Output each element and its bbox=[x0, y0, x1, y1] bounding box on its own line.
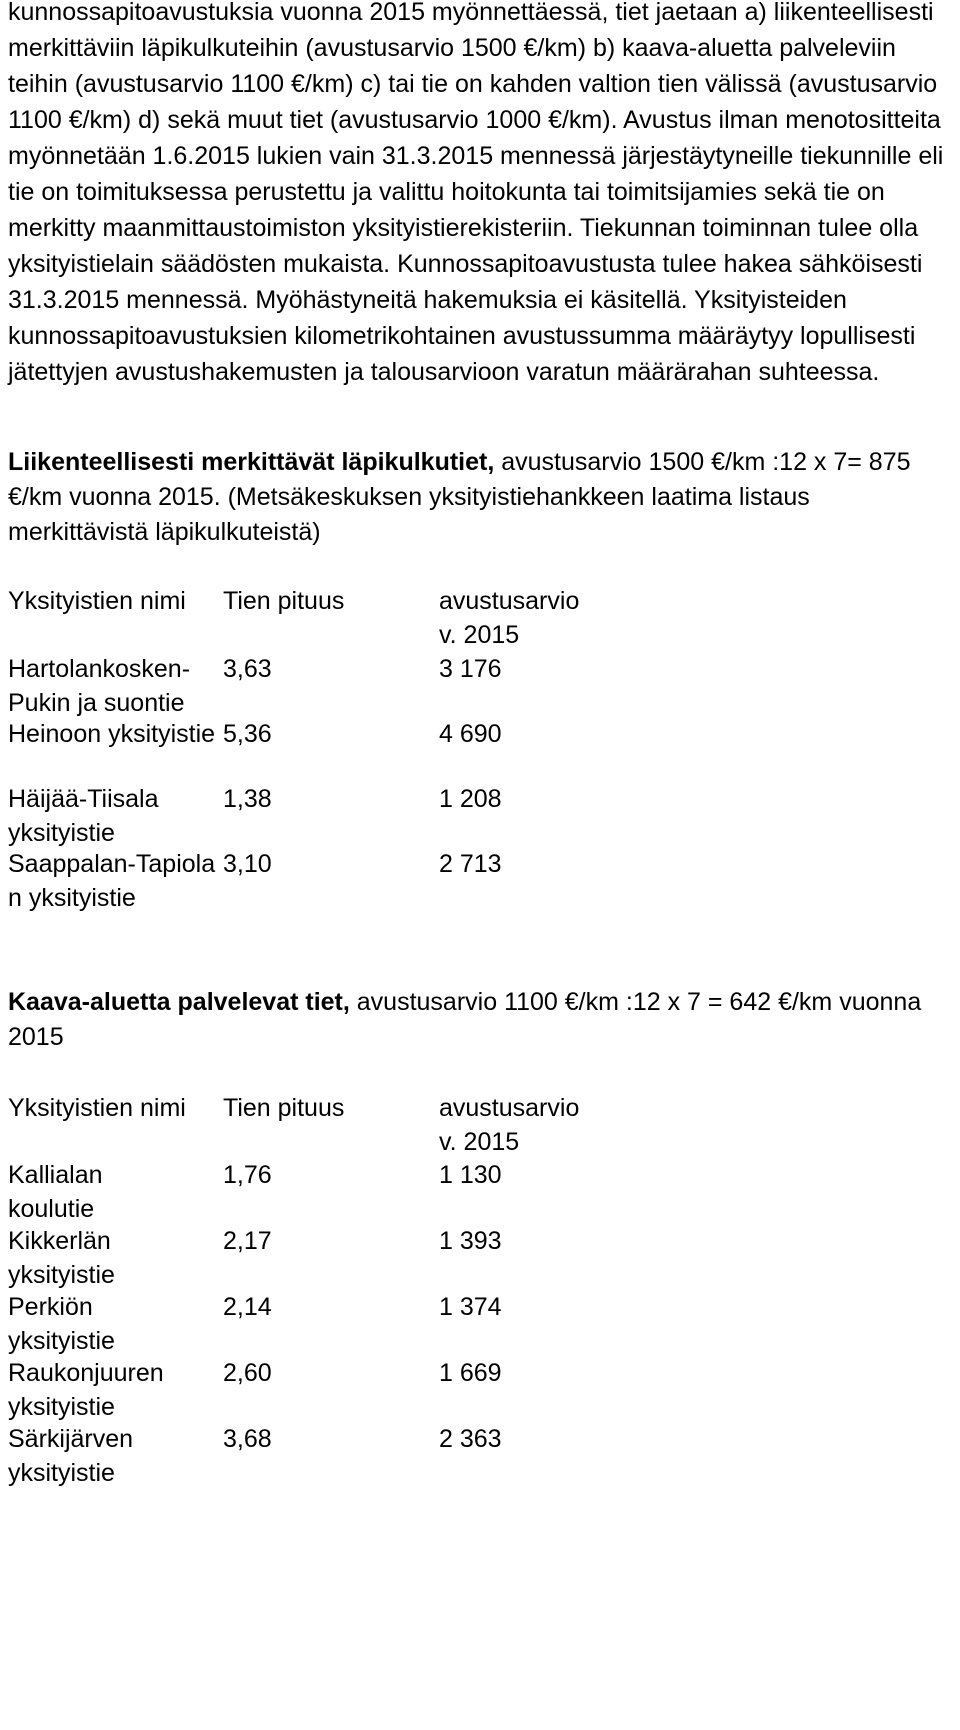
table-row bbox=[8, 1224, 952, 1290]
section-heading-zoning-roads-text: avustusarvio 1100 €/km :12 x 7 = 642 €/km vuonna 2015 bbox=[8, 988, 922, 1051]
table-header-row bbox=[8, 584, 952, 652]
column-header-road-length: Tien pituus bbox=[223, 1094, 345, 1122]
road-name: Saappalan-Tapiolan yksityistie bbox=[8, 850, 216, 912]
road-length: 2,17 bbox=[223, 1227, 272, 1255]
table-row bbox=[8, 847, 952, 915]
road-name: Häijää-Tiisala yksityistie bbox=[8, 785, 159, 847]
road-name: Raukonjuuren yksityistie bbox=[8, 1359, 164, 1421]
road-length: 3,63 bbox=[223, 655, 272, 683]
road-length: 3,10 bbox=[223, 850, 272, 878]
column-header-grant: avustusarvio v. 2015 bbox=[439, 1094, 580, 1156]
road-grant: 2 713 bbox=[439, 850, 502, 878]
intro-paragraph: kunnossapitoavustuksia vuonna 2015 myönnettäessä, tiet jaetaan a) liikenteellisesti merkittäviin läpikulkuteihin (avustusarvio 1500 €/km) b) kaava-aluetta palveleviin teihin (avustusarvio 1100 €/km) c) tai tie on kahden valtion tien välissä (avustusarvio 1100 €/km) d) sekä muut tiet (avustusarvio 1000 €/km). Avustus ilman menotositteita myönnetään 1.6.2015 lukien vain 31.3.2015 mennessä järjestäytyneille tiekunnille eli tie on toimituksessa perustettu ja valittu hoitokunta tai toimitsijamies sekä tie on merkitty maanmittaustoimiston yksityistierekisteriin. Tiekunnan toiminnan tulee olla yksityistielain säädösten mukaista. Kunnossapitoavustusta tulee hakea sähköisesti 31.3.2015 mennessä. Myöhästyneitä hakemuksia ei käsitellä. Yksityisteiden kunnossapitoavustuksien kilometrikohtainen avustussumma määräytyy lopullisesti jätettyjen avustushakemusten ja talousarvioon varatun määrärahan suhteessa. bbox=[8, 0, 944, 386]
road-grant: 4 690 bbox=[439, 720, 502, 748]
table-header-row bbox=[8, 1091, 952, 1158]
through-roads-table bbox=[8, 584, 952, 915]
road-grant: 1 130 bbox=[439, 1161, 502, 1189]
column-header-grant: avustusarvio v. 2015 bbox=[439, 587, 580, 649]
road-grant: 3 176 bbox=[439, 655, 502, 683]
table-row bbox=[8, 1158, 952, 1224]
section-heading-zoning-roads bbox=[8, 985, 952, 1055]
section-heading-zoning-roads-bold: Kaava-aluetta palvelevat tiet, bbox=[8, 988, 350, 1016]
road-grant: 2 363 bbox=[439, 1425, 502, 1453]
section-heading-through-roads bbox=[8, 445, 952, 550]
road-name: Perkiön yksityistie bbox=[8, 1293, 115, 1355]
table-row bbox=[8, 1422, 952, 1488]
road-name: Kallialan koulutie bbox=[8, 1161, 103, 1223]
road-length: 1,38 bbox=[223, 785, 272, 813]
road-length: 3,68 bbox=[223, 1425, 272, 1453]
column-header-road-name: Yksityistien nimi bbox=[8, 1094, 186, 1122]
road-length: 2,14 bbox=[223, 1293, 272, 1321]
road-grant: 1 669 bbox=[439, 1359, 502, 1387]
document-page bbox=[8, 0, 952, 1488]
road-name: Hartolankosken-Pukin ja suontie bbox=[8, 655, 191, 717]
road-name: Heinoon yksityistie bbox=[8, 720, 216, 748]
table-row bbox=[8, 717, 952, 782]
road-grant: 1 374 bbox=[439, 1293, 502, 1321]
table-row bbox=[8, 652, 952, 717]
road-grant: 1 393 bbox=[439, 1227, 502, 1255]
road-length: 2,60 bbox=[223, 1359, 272, 1387]
zoning-roads-table bbox=[8, 1091, 952, 1488]
road-name: Kikkerlän yksityistie bbox=[8, 1227, 115, 1289]
column-header-road-length: Tien pituus bbox=[223, 587, 345, 615]
table-row bbox=[8, 1356, 952, 1422]
table-row bbox=[8, 782, 952, 847]
road-length: 1,76 bbox=[223, 1161, 272, 1189]
column-header-road-name: Yksityistien nimi bbox=[8, 587, 186, 615]
road-grant: 1 208 bbox=[439, 785, 502, 813]
table-row bbox=[8, 1290, 952, 1356]
section-heading-through-roads-text: avustusarvio 1500 €/km :12 x 7= 875 €/km vuonna 2015. (Metsäkeskuksen yksityistiehankkeen laatima listaus merkittävistä läpikulkuteistä) bbox=[8, 448, 911, 546]
section-heading-through-roads-bold: Liikenteellisesti merkittävät läpikulkutiet, bbox=[8, 448, 495, 476]
road-length: 5,36 bbox=[223, 720, 272, 748]
road-name: Särkijärven yksityistie bbox=[8, 1425, 134, 1487]
